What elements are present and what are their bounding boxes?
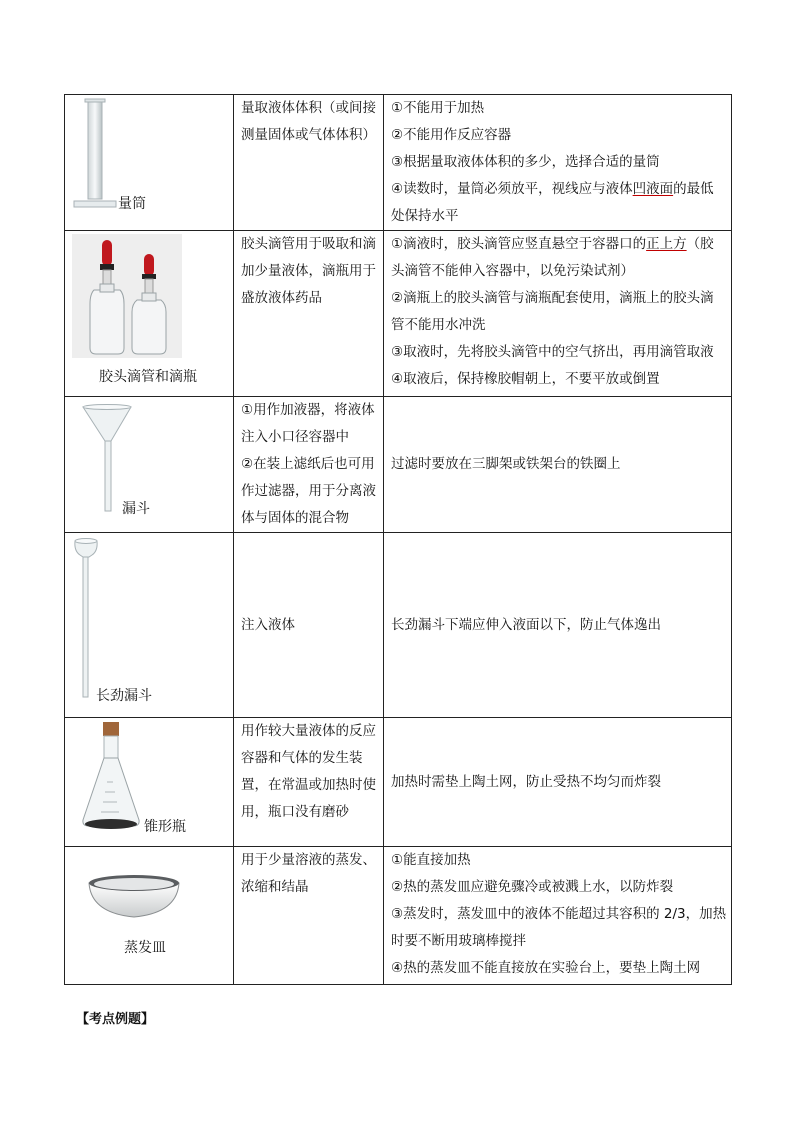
- underlined-term: 正上方: [646, 236, 687, 252]
- note-cell: [384, 95, 732, 231]
- use-text: 量取液体体积（或间接测量固体或气体体积）: [241, 100, 376, 143]
- note-text: 加热时需垫上陶土网，防止受热不均匀而炸裂: [391, 773, 661, 790]
- note-item: ①不能用于加热: [391, 100, 485, 116]
- image-cell: [65, 95, 234, 231]
- image-cell: [65, 718, 234, 847]
- use-cell: [234, 847, 384, 985]
- note-cell: [384, 397, 732, 533]
- use-cell: [234, 231, 384, 397]
- use-text: 用作较大量液体的反应容器和气体的发生装置，在常温或加热时使用，瓶口没有磨砂: [241, 723, 376, 820]
- underlined-term: 凹液面: [632, 181, 674, 197]
- table-row: [65, 397, 732, 533]
- table-row: [65, 847, 732, 985]
- note-item: ③取液时，先将胶头滴管中的空气挤出，再用滴管取液: [391, 344, 714, 360]
- note-item: ③蒸发时，蒸发皿中的液体不能超过其容积的 2/3，加热时要不断用玻璃棒搅拌: [391, 906, 727, 949]
- note-item: ②热的蒸发皿应避免骤冷或被溅上水，以防炸裂: [391, 879, 674, 895]
- note-item: ②滴瓶上的胶头滴管与滴瓶配套使用，滴瓶上的胶头滴管不能用水冲洗: [391, 290, 714, 333]
- conical-flask-image: [77, 720, 147, 832]
- image-cell: [65, 847, 234, 985]
- table-row: [65, 533, 732, 718]
- image-cell: [65, 397, 234, 533]
- note-text: 长劲漏斗下端应伸入液面以下，防止气体逸出: [391, 616, 661, 633]
- use-cell: [234, 533, 384, 718]
- note-item: ②不能用作反应容器: [391, 127, 512, 143]
- note-item: ④热的蒸发皿不能直接放在实验台上，要垫上陶土网: [391, 960, 701, 976]
- use-text: 用于少量溶液的蒸发、浓缩和结晶: [241, 852, 376, 895]
- apparatus-name: 量筒: [118, 196, 146, 212]
- dropper-bottles-image: [72, 234, 182, 358]
- note-cell: [384, 847, 732, 985]
- note-text: 过滤时要放在三脚架或铁架台的铁圈上: [391, 456, 621, 472]
- use-text: 胶头滴管用于吸取和滴加少量液体，滴瓶用于盛放液体药品: [241, 236, 376, 306]
- section-heading: 【考点例题】: [76, 1012, 155, 1027]
- image-cell: [65, 231, 234, 397]
- use-cell: [234, 95, 384, 231]
- note-cell: [384, 718, 732, 847]
- use-text: ①用作加液器，将液体注入小口径容器中: [241, 402, 375, 445]
- note-cell: [384, 231, 732, 397]
- apparatus-name: 胶头滴管和滴瓶: [99, 369, 197, 385]
- apparatus-name: 长劲漏斗: [96, 688, 152, 704]
- graduated-cylinder-image: [71, 97, 121, 211]
- note-item: ③根据量取液体体积的多少，选择合适的量筒: [391, 154, 660, 170]
- note-item: ①滴液时，胶头滴管应竖直悬空于容器口的正上方（胶头滴管不能伸入容器中，以免污染试剂）: [391, 236, 714, 279]
- use-cell: [234, 397, 384, 533]
- use-cell: [234, 718, 384, 847]
- note-cell: [384, 533, 732, 718]
- note-item: ④取液后，保持橡胶帽朝上，不要平放或倒置: [391, 371, 660, 387]
- note-item: ①能直接加热: [391, 852, 471, 868]
- apparatus-name: 漏斗: [122, 501, 150, 517]
- evaporating-dish-image: [87, 873, 181, 923]
- apparatus-name: 蒸发皿: [124, 940, 166, 956]
- use-text: ②在装上滤纸后也可用作过滤器，用于分离液体与固体的混合物: [241, 456, 376, 526]
- image-cell: [65, 533, 234, 718]
- table-row: [65, 95, 732, 231]
- apparatus-table: [64, 94, 732, 985]
- long-neck-funnel-image: [71, 535, 101, 701]
- use-text: 注入液体: [241, 616, 295, 633]
- funnel-image: [79, 403, 139, 515]
- apparatus-name: 锥形瓶: [144, 819, 186, 835]
- table-row: [65, 718, 732, 847]
- table-row: [65, 231, 732, 397]
- note-item: ④读数时，量筒必须放平，视线应与液体凹液面的最低处保持水平: [391, 181, 714, 224]
